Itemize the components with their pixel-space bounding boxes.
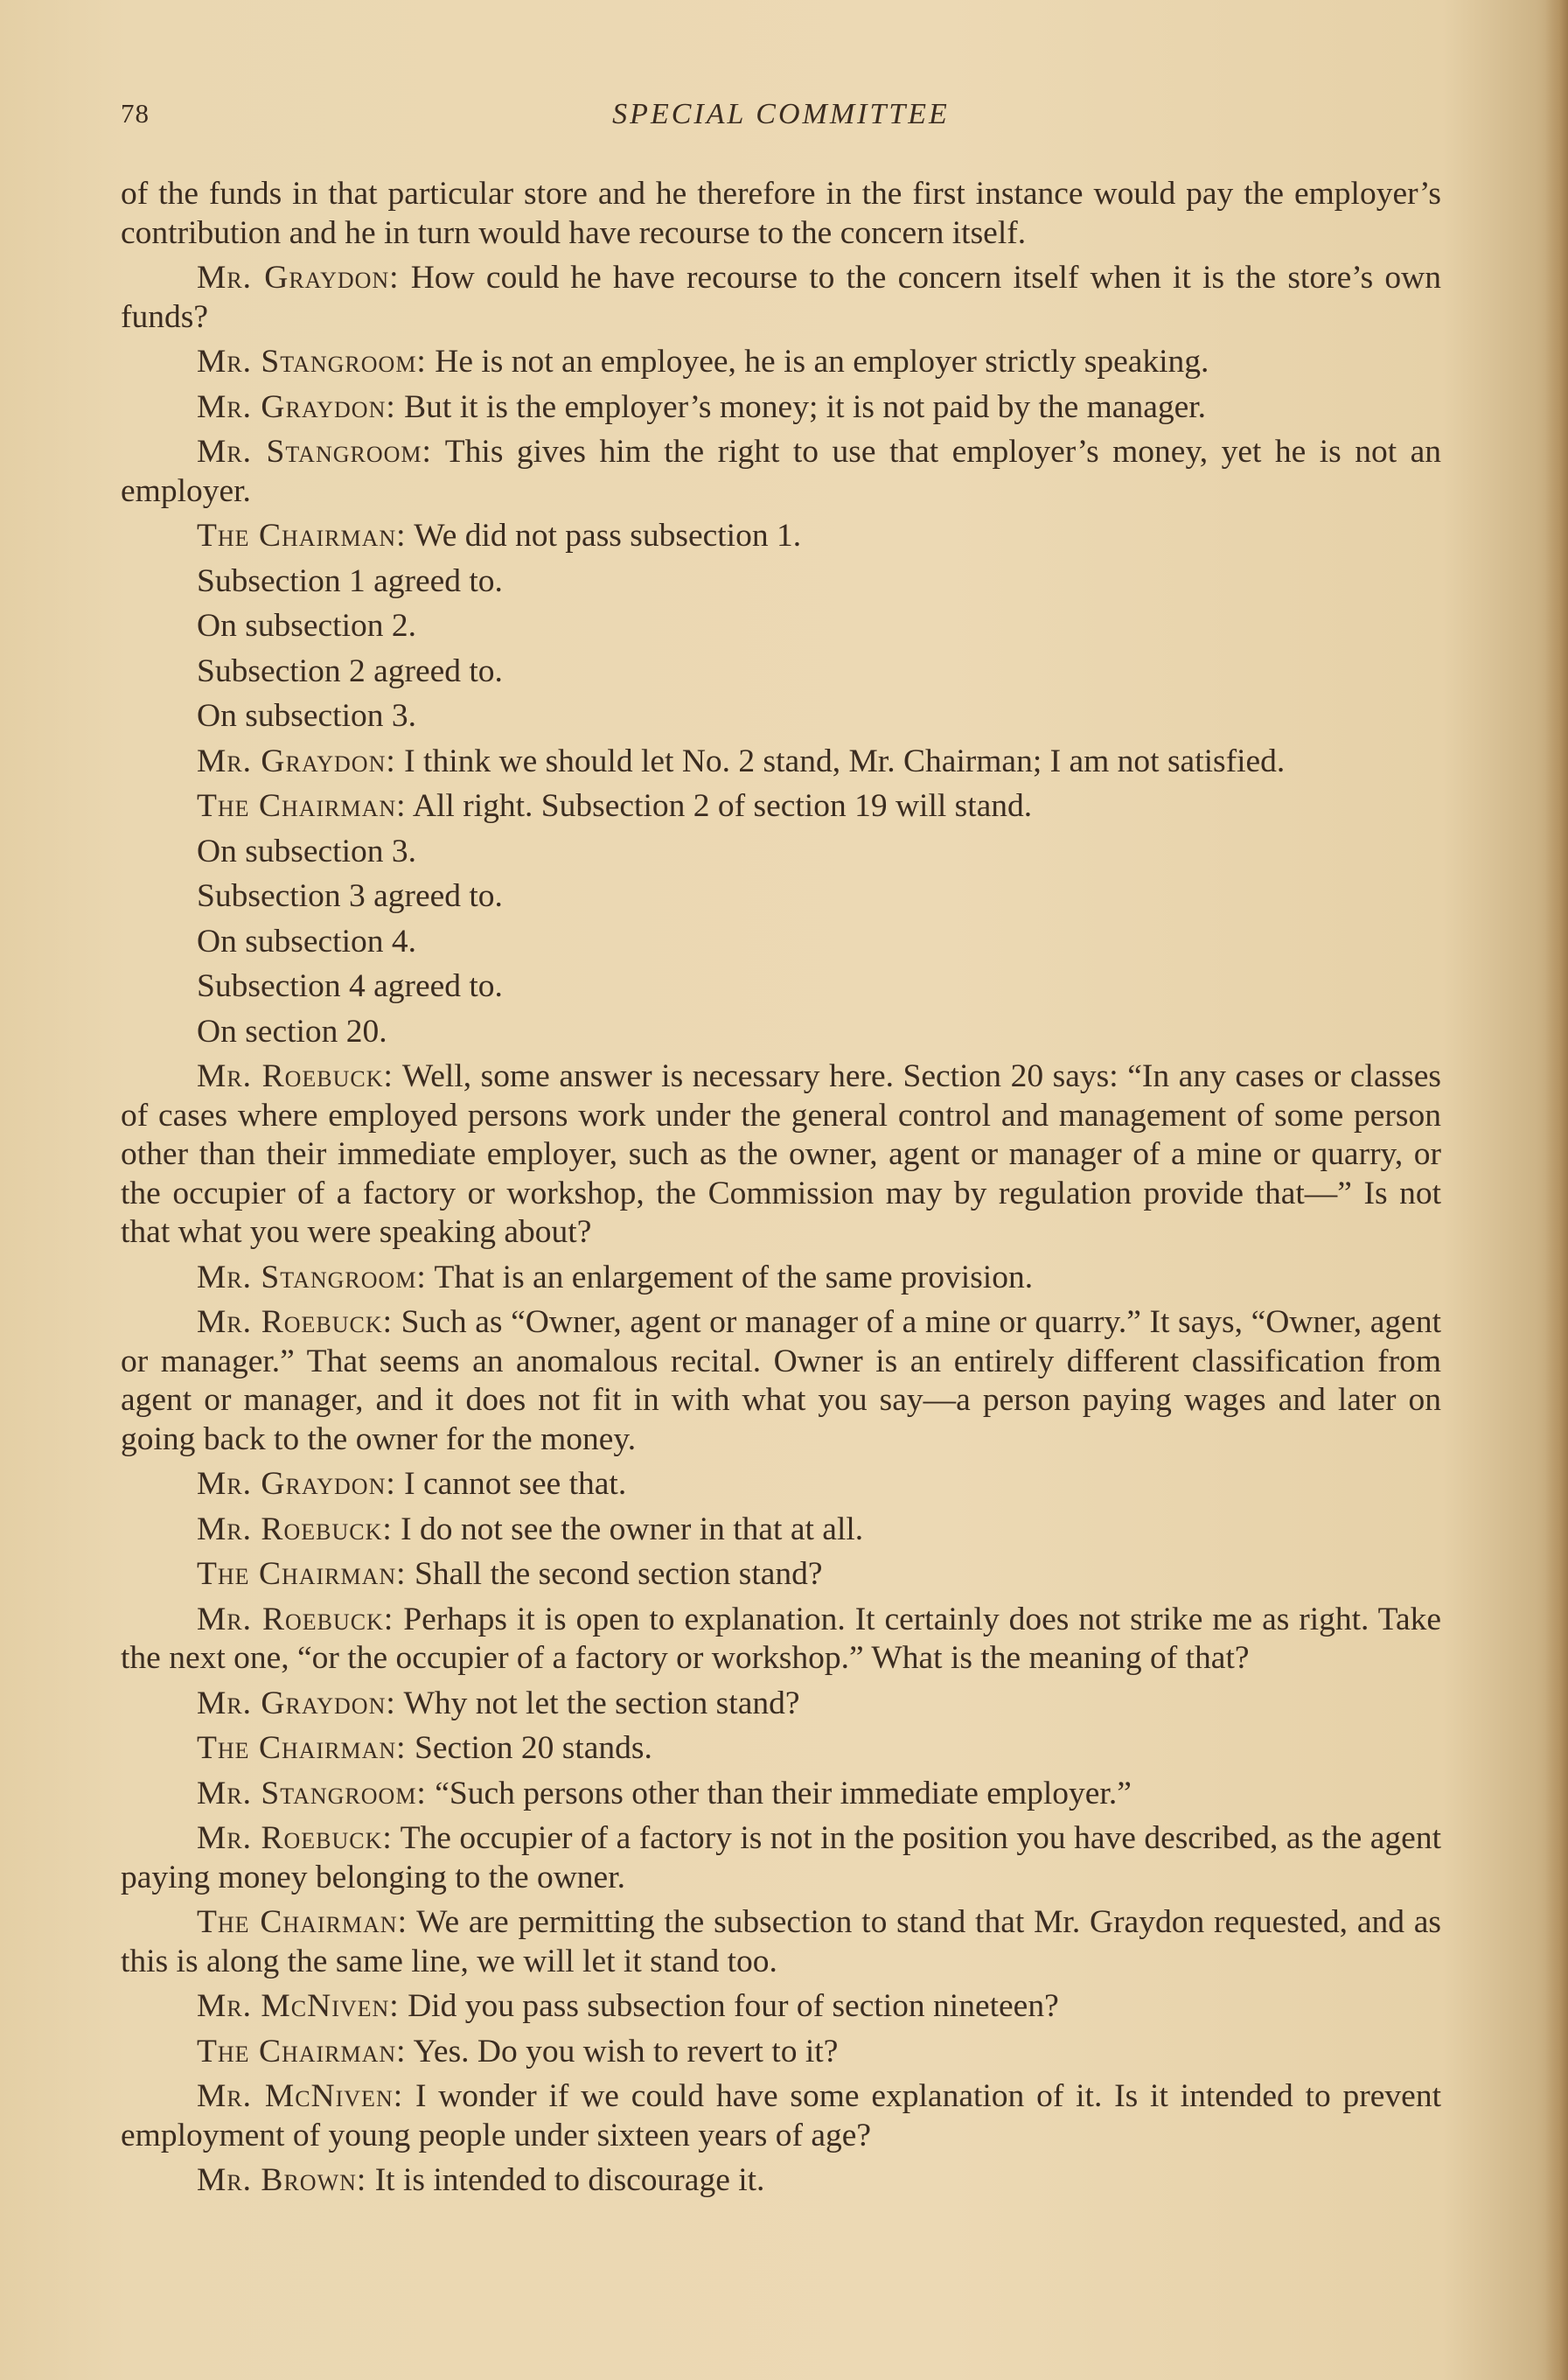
paragraph: [121, 967, 1441, 1007]
paragraph-text: On subsection 3.: [197, 698, 417, 734]
speaker-name: Mr. Graydon:: [197, 388, 396, 425]
paragraph: [121, 1465, 1441, 1504]
speaker-name: Mr. McNiven:: [197, 1988, 400, 2024]
paragraph: [121, 343, 1441, 382]
speaker-name: The Chairman:: [197, 788, 407, 824]
paragraph-text: That is an enlargement of the same provision.: [426, 1259, 1034, 1295]
paragraph-text: Did you pass subsection four of section nineteen?: [399, 1988, 1059, 2024]
speaker-name: Mr. McNiven:: [197, 2078, 404, 2114]
page-number: 78: [121, 98, 150, 129]
speaker-name: Mr. Brown:: [197, 2162, 367, 2198]
paragraph-text: How could he have recourse to the concern itself when it is the store’s own funds?: [121, 260, 1442, 335]
paragraph: [121, 1259, 1441, 1298]
paragraph: [121, 787, 1441, 827]
paragraph-text: Shall the second section stand?: [406, 1556, 823, 1592]
speaker-name: Mr. Graydon:: [197, 1685, 396, 1721]
paragraph: [121, 923, 1441, 962]
paragraph-text: I cannot see that.: [395, 1466, 627, 1502]
paragraph-text: On subsection 2.: [197, 608, 417, 644]
paragraph-text: Subsection 3 agreed to.: [197, 878, 503, 914]
running-head: [121, 98, 1441, 150]
paragraph-text: Subsection 1 agreed to.: [197, 562, 503, 599]
paragraph-text: “Such persons other than their immediate employer.”: [426, 1775, 1132, 1811]
speaker-name: The Chairman:: [197, 518, 407, 554]
speaker-name: Mr. Roebuck:: [197, 1511, 393, 1547]
paragraph: [121, 877, 1441, 917]
paragraph: [121, 388, 1441, 428]
paragraph: [121, 2033, 1441, 2072]
running-title: SPECIAL COMMITTEE: [612, 98, 950, 130]
speaker-name: The Chairman:: [197, 1730, 407, 1766]
paragraph-text: It is intended to discourage it.: [366, 2162, 765, 2198]
paragraph-text: of the funds in that particular store and he therefore in the first instance would pay the employer’s contribution and he in turn would have recourse to the concern itself.: [121, 176, 1441, 251]
paragraph: [121, 1057, 1441, 1253]
paragraph: [121, 1511, 1441, 1550]
paragraph-text: All right. Subsection 2 of section 19 will stand.: [406, 788, 1033, 824]
paragraph: [121, 1013, 1441, 1052]
paragraph: [121, 1685, 1441, 1724]
speaker-name: Mr. Graydon:: [197, 260, 400, 296]
paragraph: [121, 743, 1441, 782]
paragraph: [121, 517, 1441, 556]
paragraph-text: Why not let the section stand?: [395, 1685, 800, 1721]
paragraph-text: I do not see the owner in that at all.: [392, 1511, 864, 1547]
paragraph-text: I wonder if we could have some explanation of it. Is it intended to prevent employment of young people under sixteen years of age?: [121, 2078, 1441, 2153]
speaker-name: Mr. Stangroom:: [197, 1259, 427, 1295]
paragraph-text: Perhaps it is open to explanation. It certainly does not strike me as right. Take the next one, “or the occupier of a factory or workshop.” What is the meaning of that?: [121, 1601, 1442, 1676]
speaker-name: Mr. Stangroom:: [197, 344, 427, 380]
page-edge-shadow: [1545, 0, 1568, 2380]
speaker-name: Mr. Stangroom:: [197, 434, 432, 470]
paragraph: [121, 1555, 1441, 1595]
paragraph: [121, 175, 1441, 253]
paragraph-text: Yes. Do you wish to revert to it?: [406, 2033, 839, 2069]
speaker-name: The Chairman:: [197, 1556, 407, 1592]
speaker-name: Mr. Graydon:: [197, 743, 396, 779]
speaker-name: Mr. Stangroom:: [197, 1775, 427, 1811]
paragraph: [121, 1987, 1441, 2027]
speaker-name: Mr. Roebuck:: [197, 1820, 393, 1856]
paragraph-text: We are permitting the subsection to stand that Mr. Graydon requested, and as this is along the same line, we will let it stand too.: [121, 1904, 1441, 1979]
paragraph: [121, 1775, 1441, 1814]
paragraph-text: Section 20 stands.: [406, 1730, 652, 1766]
speaker-name: Mr. Roebuck:: [197, 1601, 394, 1637]
speaker-name: Mr. Roebuck:: [197, 1304, 394, 1340]
paragraph-text: I think we should let No. 2 stand, Mr. Chairman; I am not satisfied.: [395, 743, 1286, 779]
paragraph-text: The occupier of a factory is not in the position you have described, as the agent paying money belonging to the owner.: [121, 1820, 1441, 1895]
paragraph-text: On subsection 3.: [197, 833, 417, 869]
paragraph: [121, 607, 1441, 646]
paragraph: [121, 1303, 1441, 1459]
paragraph: [121, 1729, 1441, 1769]
body-text: [121, 175, 1441, 2207]
paragraph-text: Such as “Owner, agent or manager of a mine or quarry.” It says, “Owner, agent or manager.” That seems an anomalous recital. Owner is an entirely different classification from agent or manager, and it does not fit in with what you say—a person paying wages and later on going back to the owner for the money.: [121, 1304, 1441, 1457]
paragraph: [121, 1819, 1441, 1897]
paragraph-text: We did not pass subsection 1.: [406, 518, 802, 554]
speaker-name: Mr. Roebuck:: [197, 1058, 394, 1094]
paragraph: [121, 2077, 1441, 2155]
paragraph-text: Well, some answer is necessary here. Section 20 says: “In any cases or classes of cases where employed persons work under the general control and management of some person other than their immediate employer, such as the owner, agent or manager of a mine or quarry, or the occupier of a factory or workshop, the Commission may by regulation provide that—” Is not that what you were speaking about?: [121, 1058, 1442, 1250]
speaker-name: The Chairman:: [197, 2033, 407, 2069]
speaker-name: The Chairman:: [197, 1904, 408, 1940]
paragraph: [121, 2161, 1441, 2201]
paragraph: [121, 562, 1441, 602]
paragraph: [121, 1903, 1441, 1981]
paragraph-text: On subsection 4.: [197, 923, 417, 960]
paragraph-text: This gives him the right to use that employer’s money, yet he is not an employer.: [121, 434, 1441, 509]
paragraph: [121, 653, 1441, 692]
paragraph-text: But it is the employer’s money; it is not paid by the manager.: [395, 388, 1207, 425]
paragraph: [121, 833, 1441, 872]
paragraph-text: On section 20.: [197, 1013, 387, 1050]
speaker-name: Mr. Graydon:: [197, 1466, 396, 1502]
paragraph: [121, 433, 1441, 511]
paragraph: [121, 697, 1441, 736]
paragraph-text: Subsection 4 agreed to.: [197, 968, 503, 1004]
paragraph-text: Subsection 2 agreed to.: [197, 653, 503, 689]
paragraph: [121, 1601, 1441, 1679]
paragraph-text: He is not an employee, he is an employer strictly speaking.: [426, 344, 1209, 380]
paragraph: [121, 259, 1441, 337]
